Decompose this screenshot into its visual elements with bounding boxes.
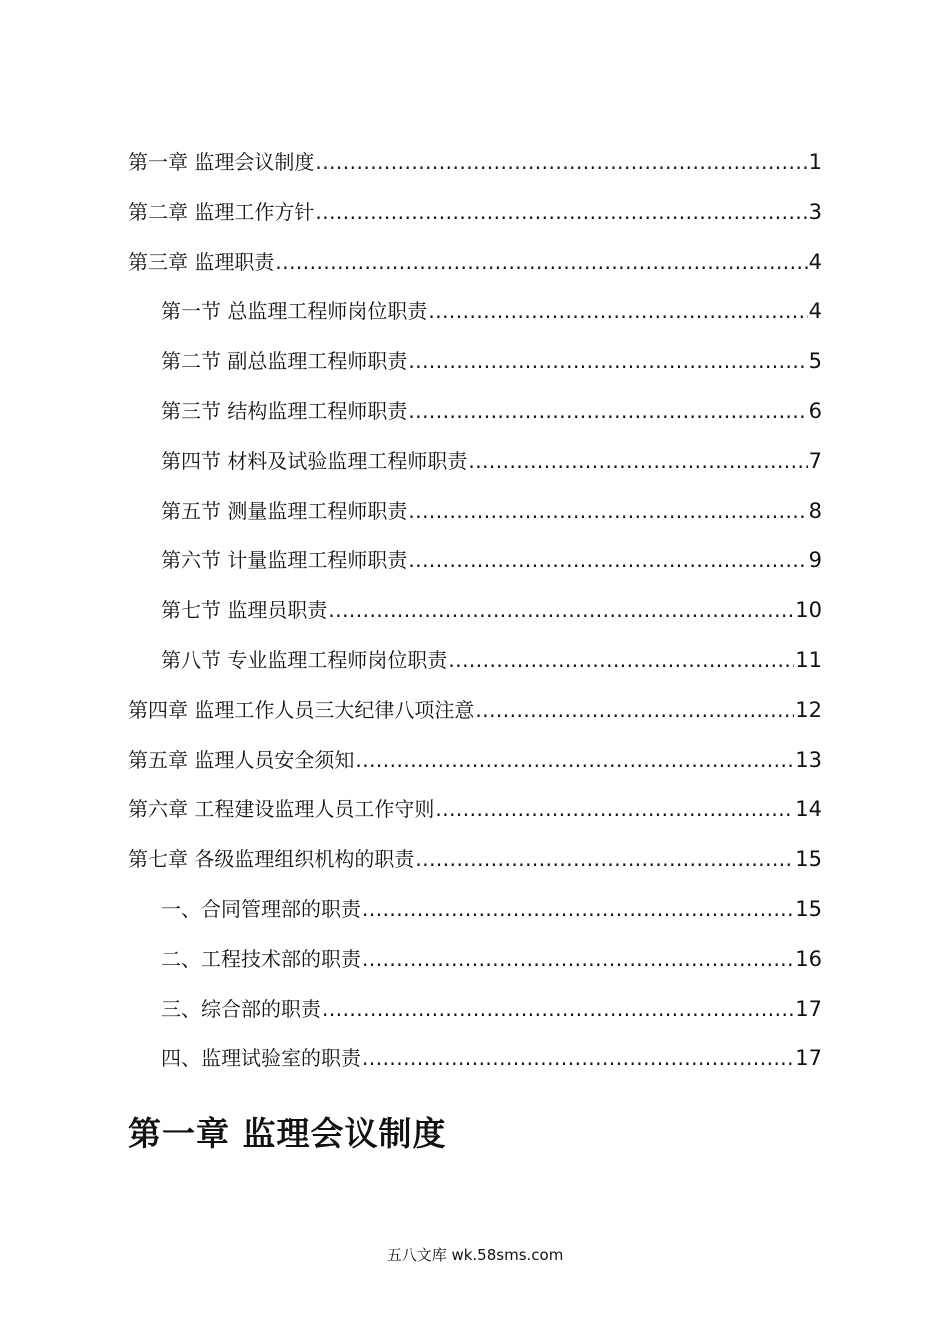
- toc-dot-leader: [315, 190, 807, 234]
- toc-entry-page-number: 1: [808, 150, 822, 174]
- toc-entry-label: 第四章 监理工作人员三大纪律八项注意: [128, 697, 475, 722]
- toc-entry-page-number: 9: [808, 548, 822, 573]
- toc-entry-label: 第三节 结构监理工程师职责: [161, 398, 408, 423]
- toc-entry[interactable]: [128, 588, 822, 638]
- toc-entry[interactable]: [128, 1036, 822, 1086]
- toc-dot-leader: [475, 688, 794, 732]
- toc-dot-leader: [362, 1036, 794, 1080]
- toc-entry-label: 第一章 监理会议制度: [128, 150, 315, 174]
- toc-entry-label: 四、监理试验室的职责: [161, 1046, 361, 1071]
- toc-entry[interactable]: [128, 389, 822, 439]
- toc-dot-leader: [328, 588, 794, 632]
- toc-dot-leader: [408, 339, 807, 383]
- toc-entry[interactable]: [128, 190, 822, 240]
- toc-entry-page-number: 6: [808, 398, 822, 423]
- toc-entry-page-number: 7: [808, 448, 822, 473]
- toc-entry[interactable]: [128, 837, 822, 887]
- toc-entry-page-number: 12: [795, 697, 822, 722]
- toc-dot-leader: [355, 738, 794, 782]
- toc-dot-leader: [275, 240, 807, 284]
- toc-entry-page-number: 5: [808, 349, 822, 374]
- toc-entry[interactable]: [128, 140, 822, 190]
- toc-entry[interactable]: [128, 240, 822, 290]
- toc-entry-page-number: 15: [795, 896, 822, 921]
- toc-entry-page-number: 14: [795, 797, 822, 822]
- toc-entry-label: 第七章 各级监理组织机构的职责: [128, 847, 415, 872]
- chapter-heading: 第一章 监理会议制度: [128, 1114, 447, 1153]
- toc-entry-label: 第二章 监理工作方针: [128, 199, 315, 224]
- toc-entry-label: 第五章 监理人员安全须知: [128, 747, 355, 772]
- toc-entry-label: 二、工程技术部的职责: [161, 946, 361, 971]
- toc-entry[interactable]: [128, 738, 822, 788]
- toc-dot-leader: [315, 140, 807, 184]
- toc-dot-leader: [362, 937, 794, 981]
- page-footer: 五八文库 wk.58sms.com: [386, 1246, 564, 1264]
- toc-entry[interactable]: [128, 987, 822, 1037]
- toc-entry-label: 第六章 工程建设监理人员工作守则: [128, 797, 435, 822]
- toc-dot-leader: [415, 837, 794, 881]
- toc-entry-page-number: 4: [808, 249, 822, 274]
- toc-entry-page-number: 3: [808, 199, 822, 224]
- toc-entry-page-number: 11: [795, 647, 822, 672]
- toc-entry[interactable]: [128, 787, 822, 837]
- toc-entry-label: 一、合同管理部的职责: [161, 896, 361, 921]
- toc-entry[interactable]: [128, 538, 822, 588]
- toc-entry[interactable]: [128, 937, 822, 987]
- toc-entry[interactable]: [128, 439, 822, 489]
- toc-entry-label: 第六节 计量监理工程师职责: [161, 548, 408, 573]
- toc-entry-page-number: 16: [795, 946, 822, 971]
- table-of-contents: [128, 140, 822, 1086]
- toc-entry-page-number: 8: [808, 498, 822, 523]
- toc-entry-page-number: 10: [795, 598, 822, 623]
- toc-entry-page-number: 4: [808, 299, 822, 324]
- toc-entry-page-number: 15: [795, 847, 822, 872]
- toc-entry-label: 第八节 专业监理工程师岗位职责: [161, 647, 448, 672]
- toc-entry[interactable]: [128, 289, 822, 339]
- toc-entry[interactable]: [128, 688, 822, 738]
- toc-dot-leader: [448, 638, 794, 682]
- toc-entry-label: 三、综合部的职责: [161, 996, 321, 1021]
- toc-entry-label: 第二节 副总监理工程师职责: [161, 349, 408, 374]
- toc-entry[interactable]: [128, 638, 822, 688]
- toc-entry-label: 第四节 材料及试验监理工程师职责: [161, 448, 468, 473]
- toc-entry[interactable]: [128, 489, 822, 539]
- toc-entry-page-number: 17: [795, 996, 822, 1021]
- toc-entry-label: 第一节 总监理工程师岗位职责: [161, 299, 428, 324]
- toc-dot-leader: [322, 987, 794, 1031]
- toc-dot-leader: [428, 289, 807, 333]
- toc-entry[interactable]: [128, 339, 822, 389]
- toc-dot-leader: [362, 887, 794, 931]
- toc-dot-leader: [468, 439, 807, 483]
- toc-entry-label: 第三章 监理职责: [128, 249, 275, 274]
- toc-entry-page-number: 17: [795, 1046, 822, 1071]
- toc-entry[interactable]: [128, 887, 822, 937]
- toc-dot-leader: [408, 389, 807, 433]
- toc-entry-page-number: 13: [795, 747, 822, 772]
- toc-dot-leader: [408, 489, 807, 533]
- toc-entry-label: 第五节 测量监理工程师职责: [161, 498, 408, 523]
- toc-dot-leader: [435, 787, 794, 831]
- toc-entry-label: 第七节 监理员职责: [161, 598, 328, 623]
- toc-dot-leader: [408, 538, 807, 582]
